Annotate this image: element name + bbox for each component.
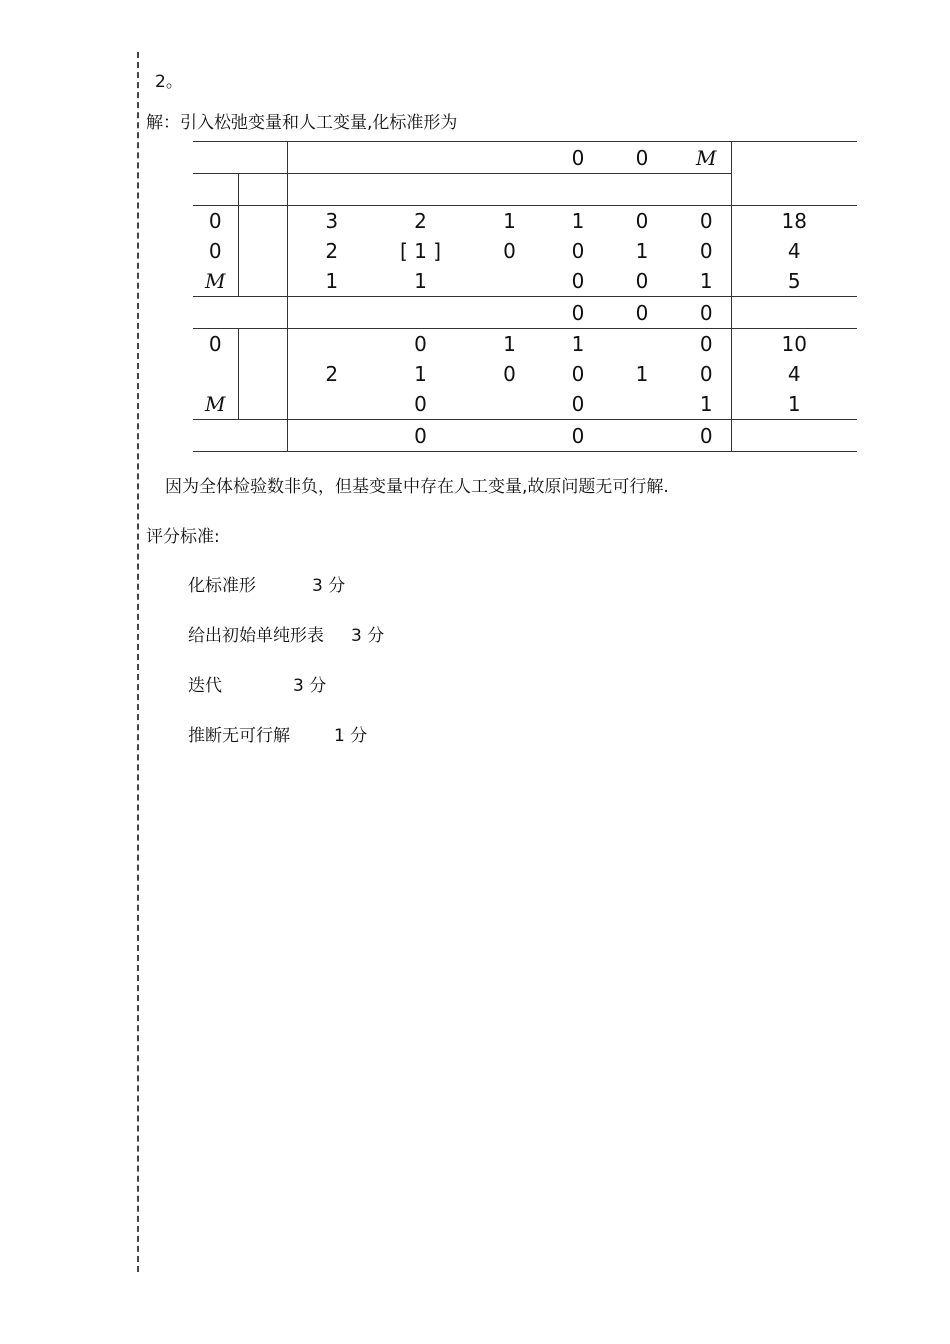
table-row: M 0 0 1 1 [193, 389, 857, 420]
check-row: 0 0 0 [193, 420, 857, 452]
check-row: 0 0 0 [193, 297, 857, 329]
table-row: 2 1 0 0 1 0 4 [193, 359, 857, 389]
simplex-table [193, 141, 857, 452]
table-header-row [193, 142, 857, 174]
grading-item-score: 3 分 [351, 626, 385, 646]
table-row: M 1 1 0 0 1 5 [193, 266, 857, 297]
pivot-element: [ 1 ] [399, 239, 442, 263]
grading-item-label: 迭代 [188, 676, 222, 696]
table-row: 0 2 [ 1 ] 0 0 1 0 4 [193, 236, 857, 266]
cost-cell: M [682, 142, 731, 174]
grading-item [188, 571, 346, 596]
table-row: 0 3 2 1 1 0 0 18 [193, 206, 857, 237]
grading-item [188, 721, 368, 746]
grading-item-label: 化标准形 [188, 576, 256, 596]
grading-item-label: 推断无可行解 [188, 726, 290, 746]
grading-title: 评分标准: [146, 527, 220, 547]
binding-margin-line [137, 52, 139, 1272]
question-number: 2。 [155, 72, 183, 92]
cost-cell: 0 [554, 142, 602, 174]
conclusion-text: 因为全体检验数非负，但基变量中存在人工变量,故原问题无可行解. [165, 477, 669, 497]
grading-item-score: 3 分 [312, 576, 346, 596]
grading-item-score: 3 分 [293, 676, 327, 696]
grading-item [188, 671, 327, 696]
grading-item-label: 给出初始单纯形表 [188, 626, 324, 646]
solution-intro: 解：引入松弛变量和人工变量,化标准形为 [146, 113, 458, 133]
grading-item-score: 1 分 [334, 726, 368, 746]
grading-item [188, 621, 385, 646]
table-row: 0 0 1 1 0 10 [193, 329, 857, 360]
cost-cell: 0 [602, 142, 682, 174]
